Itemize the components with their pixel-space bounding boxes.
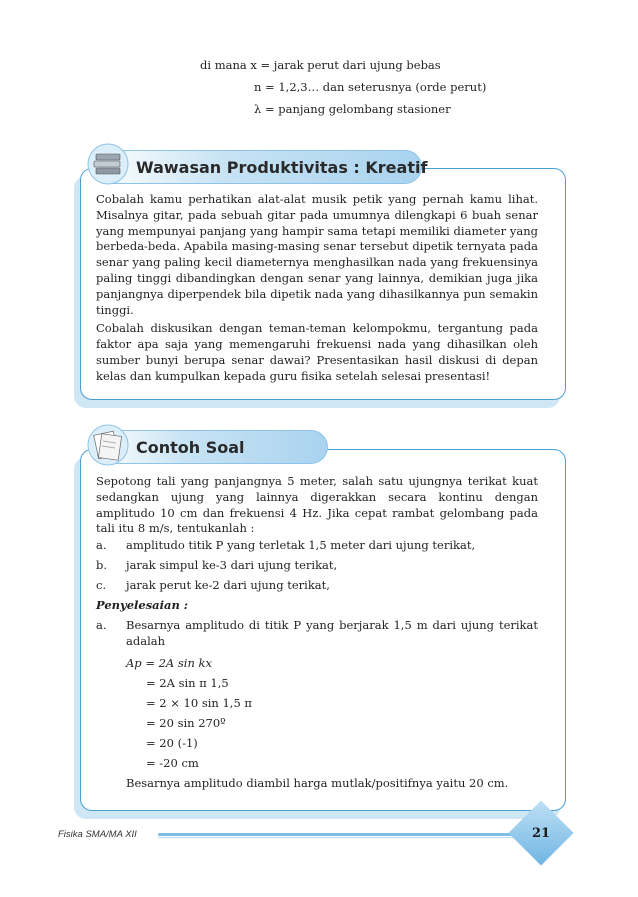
- definition-x: di mana x = jarak perut dari ujung bebas: [200, 58, 441, 72]
- question-b-label: b.: [96, 558, 108, 572]
- footer-rule: [158, 833, 530, 836]
- step-5: = 20 (-1): [146, 736, 198, 750]
- definition-lambda: λ = panjang gelombang stasioner: [254, 102, 451, 116]
- wawasan-paragraph-2: Cobalah diskusikan dengan teman-teman kelompokmu, tergantung pada faktor apa saja yang memengaruhi frekuensi nada yang dihasilkan oleh sumber bunyi berupa senar dawai? Presentasikan hasil diskusi di depan kelas dan kumpulkan kepada guru fisika setelah selesai presentasi!: [96, 321, 538, 383]
- question-c-text: jarak perut ke-2 dari ujung terikat,: [126, 578, 330, 592]
- footer-rule-thin: [158, 837, 530, 838]
- step-2: = 2A sin π 1,5: [146, 676, 229, 690]
- book-title: Fisika SMA/MA XII: [58, 829, 137, 840]
- question-a-label: a.: [96, 538, 107, 552]
- step-1: Ap = 2A sin kx: [126, 656, 212, 670]
- solution-a-label: a.: [96, 618, 107, 632]
- contoh-soal-title: Contoh Soal: [136, 438, 245, 457]
- wawasan-paragraph-1: Cobalah kamu perhatikan alat-alat musik petik yang pernah kamu lihat. Misalnya gitar, pada sebuah gitar pada umumnya dilengkapi 6 buah senar yang mempunyai panjang yang hampir sama tetapi memiliki diameter yang berbeda-beda. Apabila masing-masing senar tersebut dipetik ternyata pada senar yang paling kecil diameternya menghasilkan nada yang frekuensinya paling tinggi dibandingkan dengan senar yang lainnya, demikian juga jika panjangnya diperpendek bila dipetik nada yang dihasilkannya pun semakin tinggi.: [96, 192, 538, 317]
- question-b-text: jarak simpul ke-3 dari ujung terikat,: [126, 558, 338, 572]
- wawasan-body: [96, 192, 538, 388]
- solution-heading: Penyelesaian :: [96, 598, 189, 612]
- wawasan-title: Wawasan Produktivitas : Kreatif: [136, 158, 428, 177]
- step-4: = 20 sin 270º: [146, 716, 226, 730]
- conclusion: Besarnya amplitudo diambil harga mutlak/positifnya yaitu 20 cm.: [126, 776, 509, 790]
- papers-icon: [86, 423, 130, 467]
- definition-n: n = 1,2,3… dan seterusnya (orde perut): [254, 80, 487, 94]
- solution-a-text: Besarnya amplitudo di titik P yang berjarak 1,5 m dari ujung terikat adalah: [126, 618, 538, 648]
- step-6: = -20 cm: [146, 756, 199, 770]
- contoh-soal-intro: Sepotong tali yang panjangnya 5 meter, salah satu ujungnya terikat kuat sedangkan ujung yang lainnya digerakkan secara kontinu dengan amplitudo 10 cm dan frekuensi 4 Hz. Jika cepat rambat gelombang pada tali itu 8 m/s, tentukanlah :: [96, 474, 538, 536]
- books-icon: [86, 142, 130, 186]
- question-c-label: c.: [96, 578, 107, 592]
- page-number: 21: [531, 826, 551, 841]
- step-3: = 2 × 10 sin 1,5 π: [146, 696, 252, 710]
- question-a-text: amplitudo titik P yang terletak 1,5 meter dari ujung terikat,: [126, 538, 476, 552]
